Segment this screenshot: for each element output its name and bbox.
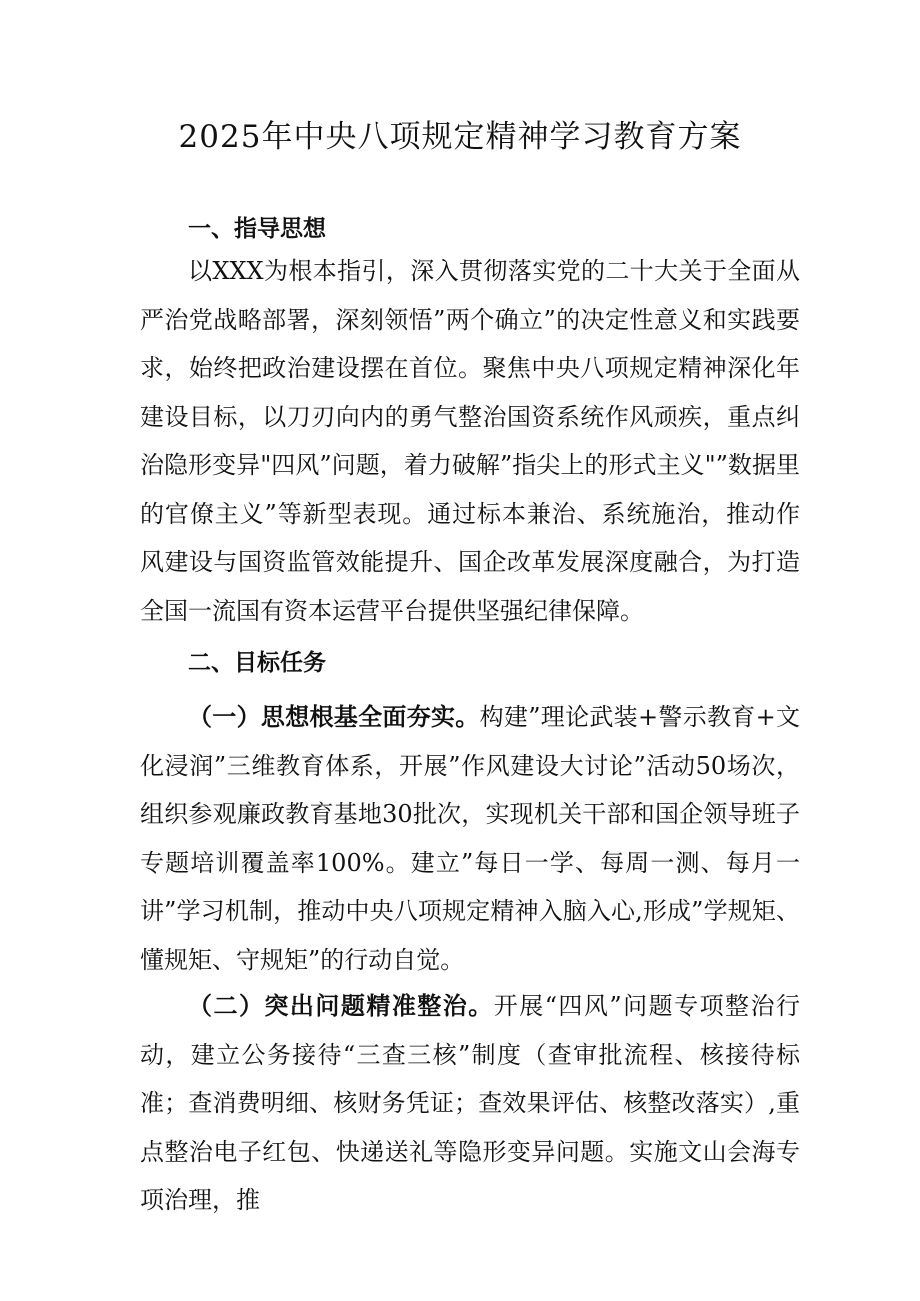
item-1-text: 构建”理论武装+警示教育+文化浸润”三维教育体系，开展”作风建设大讨论”活动50场次，组织参观廉政教育基地30批次，实现机关干部和国企领导班子专题培训覆盖率100%。建立”每日一学、每周一测、每月一讲”学习机制，推动中央八项规定精神入脑入心,形成”学规矩、懂规矩、守规矩”的行动自觉。 [140,703,800,974]
item-2-paragraph [140,982,800,1225]
section-2-item-2 [140,982,800,1225]
item-2-lead: （二）突出问题精准整治。 [188,992,494,1020]
section-2-item-1 [140,693,800,984]
section-1-paragraph: 以XXX为根本指引，深入贯彻落实党的二十大关于全面从严治党战略部署，深刻领悟”两个确立”的决定性意义和实践要求，始终把政治建设摆在首位。聚焦中央八项规定精神深化年建设目标，以刀刃向内的勇气整治国资系统作风顽疾，重点纠治隐形变异"四风”问题，着力破解”指尖上的形式主义"”数据里的官僚主义”等新型表现。通过标本兼治、系统施治，推动作风建设与国资监管效能提升、国企改革发展深度融合，为打造全国一流国有资本运营平台提供坚强纪律保障。 [140,257,800,625]
section-1-body [140,247,800,635]
document-title: 2025年中央八项规定精神学习教育方案 [178,119,742,155]
item-1-lead: （一）思想根基全面夯实。 [188,703,480,731]
section-2-heading: 二、目标任务 [188,650,326,676]
section-1-heading: 一、指导思想 [188,216,326,242]
item-1-paragraph [140,693,800,984]
item-2-text: 开展“四风”问题专项整治行动，建立公务接待“三查三核”制度（查审批流程、核接待标准；查消费明细、核财务凭证；查效果评估、核整改落实）,重点整治电子红包、快递送礼等隐形变异问题。实施文山会海专项治理，推 [140,992,800,1214]
